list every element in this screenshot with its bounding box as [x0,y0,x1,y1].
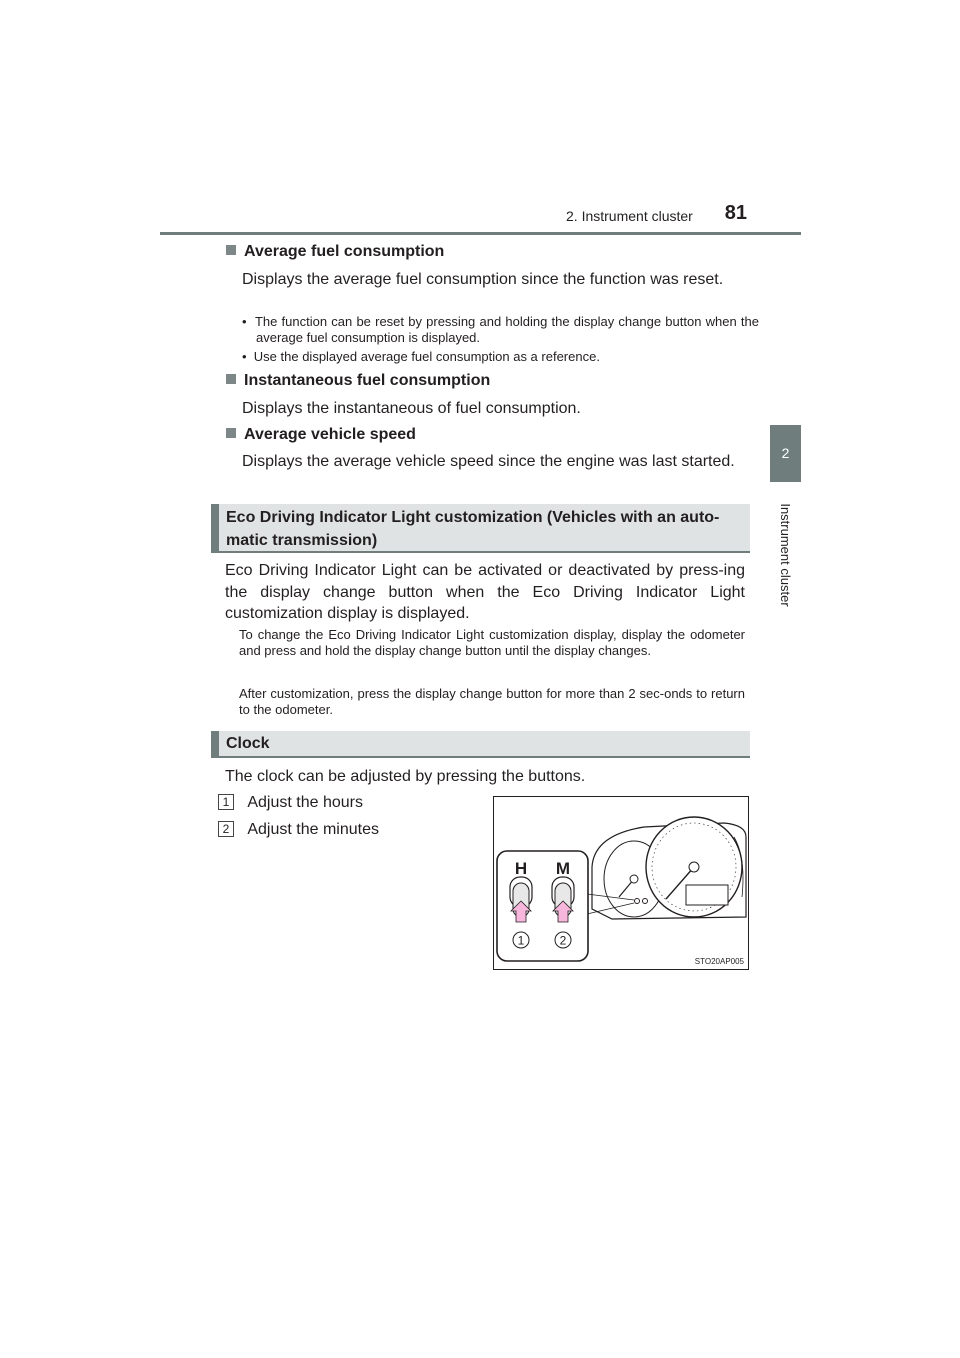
eco-text: Eco Driving Indicator Light can be activated or deactivated by press-ing the display change button when the Eco Driving Indicator Light customization display is displayed. [225,562,745,622]
eco-section-heading [211,504,750,553]
eco-note-1: To change the Eco Driving Indicator Light customization display, display the odometer and press and hold the display change button until the display changes. [239,627,745,658]
chapter-tab: 2 [770,425,801,482]
callout-1-icon: 1 [218,794,234,810]
average-fuel-note-2: • Use the displayed average fuel consumption as a reference. [242,349,600,364]
button-h-label: H [514,859,528,878]
square-bullet-icon [226,245,236,255]
eco-heading-line-2: matic transmission) [226,532,378,549]
subheading-average-fuel: Average fuel consumption [226,243,444,261]
square-bullet-icon [226,428,236,438]
clock-text: The clock can be adjusted by pressing the buttons. [225,768,586,785]
callout-1-marker: 1 [517,933,525,948]
clock-section-heading: Clock [211,731,750,758]
figure-code: STO20AP005 [694,957,744,966]
button-m-label: M [555,859,571,878]
subheading-average-speed: Average vehicle speed [226,426,416,444]
chapter-label: Instrument cluster [778,503,793,607]
instrument-cluster-figure [493,796,749,970]
cluster-illustration [494,797,748,969]
eco-heading-line-1: Eco Driving Indicator Light customization (Vehicles with an auto- [226,509,720,526]
square-bullet-icon [226,374,236,384]
average-speed-text: Displays the average vehicle speed since the engine was last started. [242,453,735,470]
clock-item-minutes: 2 Adjust the minutes [218,819,478,840]
page-number: 81 [724,202,747,224]
average-fuel-note-1: • The function can be reset by pressing and holding the display change button when the average fuel consumption is displayed. [242,314,759,345]
header-rule [160,232,801,235]
instantaneous-fuel-text: Displays the instantaneous of fuel consumption. [242,400,581,417]
clock-item-hours: 1 Adjust the hours [218,792,478,813]
eco-note-2: After customization, press the display change button for more than 2 sec-onds to return to the odometer. [239,686,745,717]
callout-2-marker: 2 [559,933,567,948]
subheading-instantaneous-fuel: Instantaneous fuel consumption [226,372,490,390]
average-fuel-text: Displays the average fuel consumption since the function was reset. [242,271,724,288]
callout-2-icon: 2 [218,821,234,837]
section-title: 2. Instrument cluster [566,208,693,224]
